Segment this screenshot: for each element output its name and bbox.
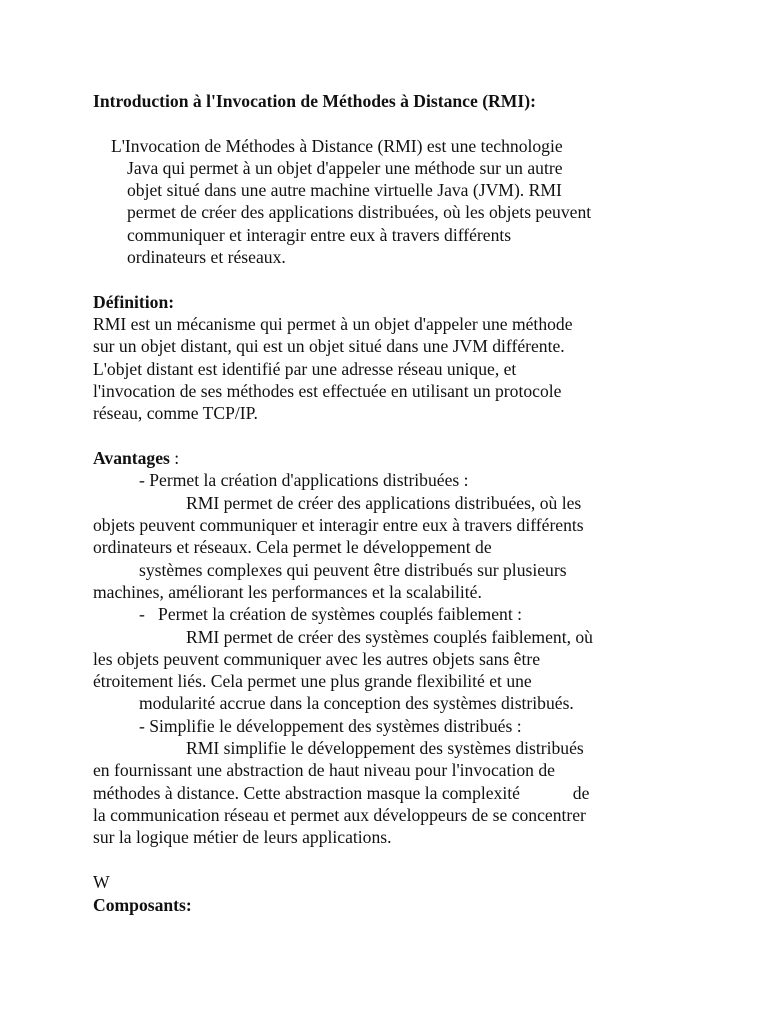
advantage-line: RMI permet de créer des systèmes couplés faiblement, où [186, 627, 593, 647]
advantage-line: sur la logique métier de leurs applications. [93, 827, 392, 847]
document-title: Introduction à l'Invocation de Méthodes à Distance (RMI): [93, 91, 536, 111]
advantage-title: - Simplifie le développement des systèmes distribués : [139, 716, 522, 736]
advantage-line: la communication réseau et permet aux développeurs de se concentrer [93, 805, 586, 825]
definition-line: RMI est un mécanisme qui permet à un objet d'appeler une méthode [93, 314, 573, 334]
advantage-title: - Permet la création de systèmes couplés faiblement : [139, 604, 523, 624]
advantage-line: étroitement liés. Cela permet une plus grande flexibilité et une [93, 671, 532, 691]
avantages-colon: : [169, 448, 180, 468]
intro-line: L'Invocation de Méthodes à Distance (RMI) est une technologie [111, 136, 563, 156]
definition-line: L'objet distant est identifié par une adresse réseau unique, et [93, 359, 517, 379]
stray-letter: W [93, 872, 110, 892]
advantage-line: en fournissant une abstraction de haut niveau pour l'invocation de [93, 760, 555, 780]
advantage-title: - Permet la création d'applications distribuées : [139, 470, 469, 490]
advantage-line: méthodes à distance. Cette abstraction masque la complexité de [93, 783, 590, 803]
intro-line: objet situé dans une autre machine virtuelle Java (JVM). RMI [127, 180, 562, 200]
avantages-heading: Avantages [93, 448, 170, 468]
advantage-line: les objets peuvent communiquer avec les autres objets sans être [93, 649, 541, 669]
definition-line: réseau, comme TCP/IP. [93, 403, 258, 423]
intro-line: ordinateurs et réseaux. [127, 247, 286, 267]
advantage-line: objets peuvent communiquer et interagir entre eux à travers différents [93, 515, 584, 535]
intro-line: communiquer et interagir entre eux à travers différents [127, 225, 512, 245]
definition-line: sur un objet distant, qui est un objet situé dans une JVM différente. [93, 336, 565, 356]
composants-heading: Composants: [93, 895, 192, 915]
advantage-line: systèmes complexes qui peuvent être distribués sur plusieurs [139, 560, 567, 580]
avantages-heading-line [93, 447, 179, 469]
advantage-line: RMI permet de créer des applications distribuées, où les [186, 493, 582, 513]
intro-line: Java qui permet à un objet d'appeler une méthode sur un autre [127, 158, 563, 178]
advantage-line: RMI simplifie le développement des systèmes distribués [186, 738, 584, 758]
definition-line: l'invocation de ses méthodes est effectuée en utilisant un protocole [93, 381, 562, 401]
advantage-line: machines, améliorant les performances et la scalabilité. [93, 582, 482, 602]
intro-line: permet de créer des applications distribuées, où les objets peuvent [127, 202, 592, 222]
advantage-line: modularité accrue dans la conception des systèmes distribués. [139, 693, 574, 713]
advantage-line: ordinateurs et réseaux. Cela permet le développement de [93, 537, 492, 557]
definition-heading: Définition: [93, 292, 175, 312]
